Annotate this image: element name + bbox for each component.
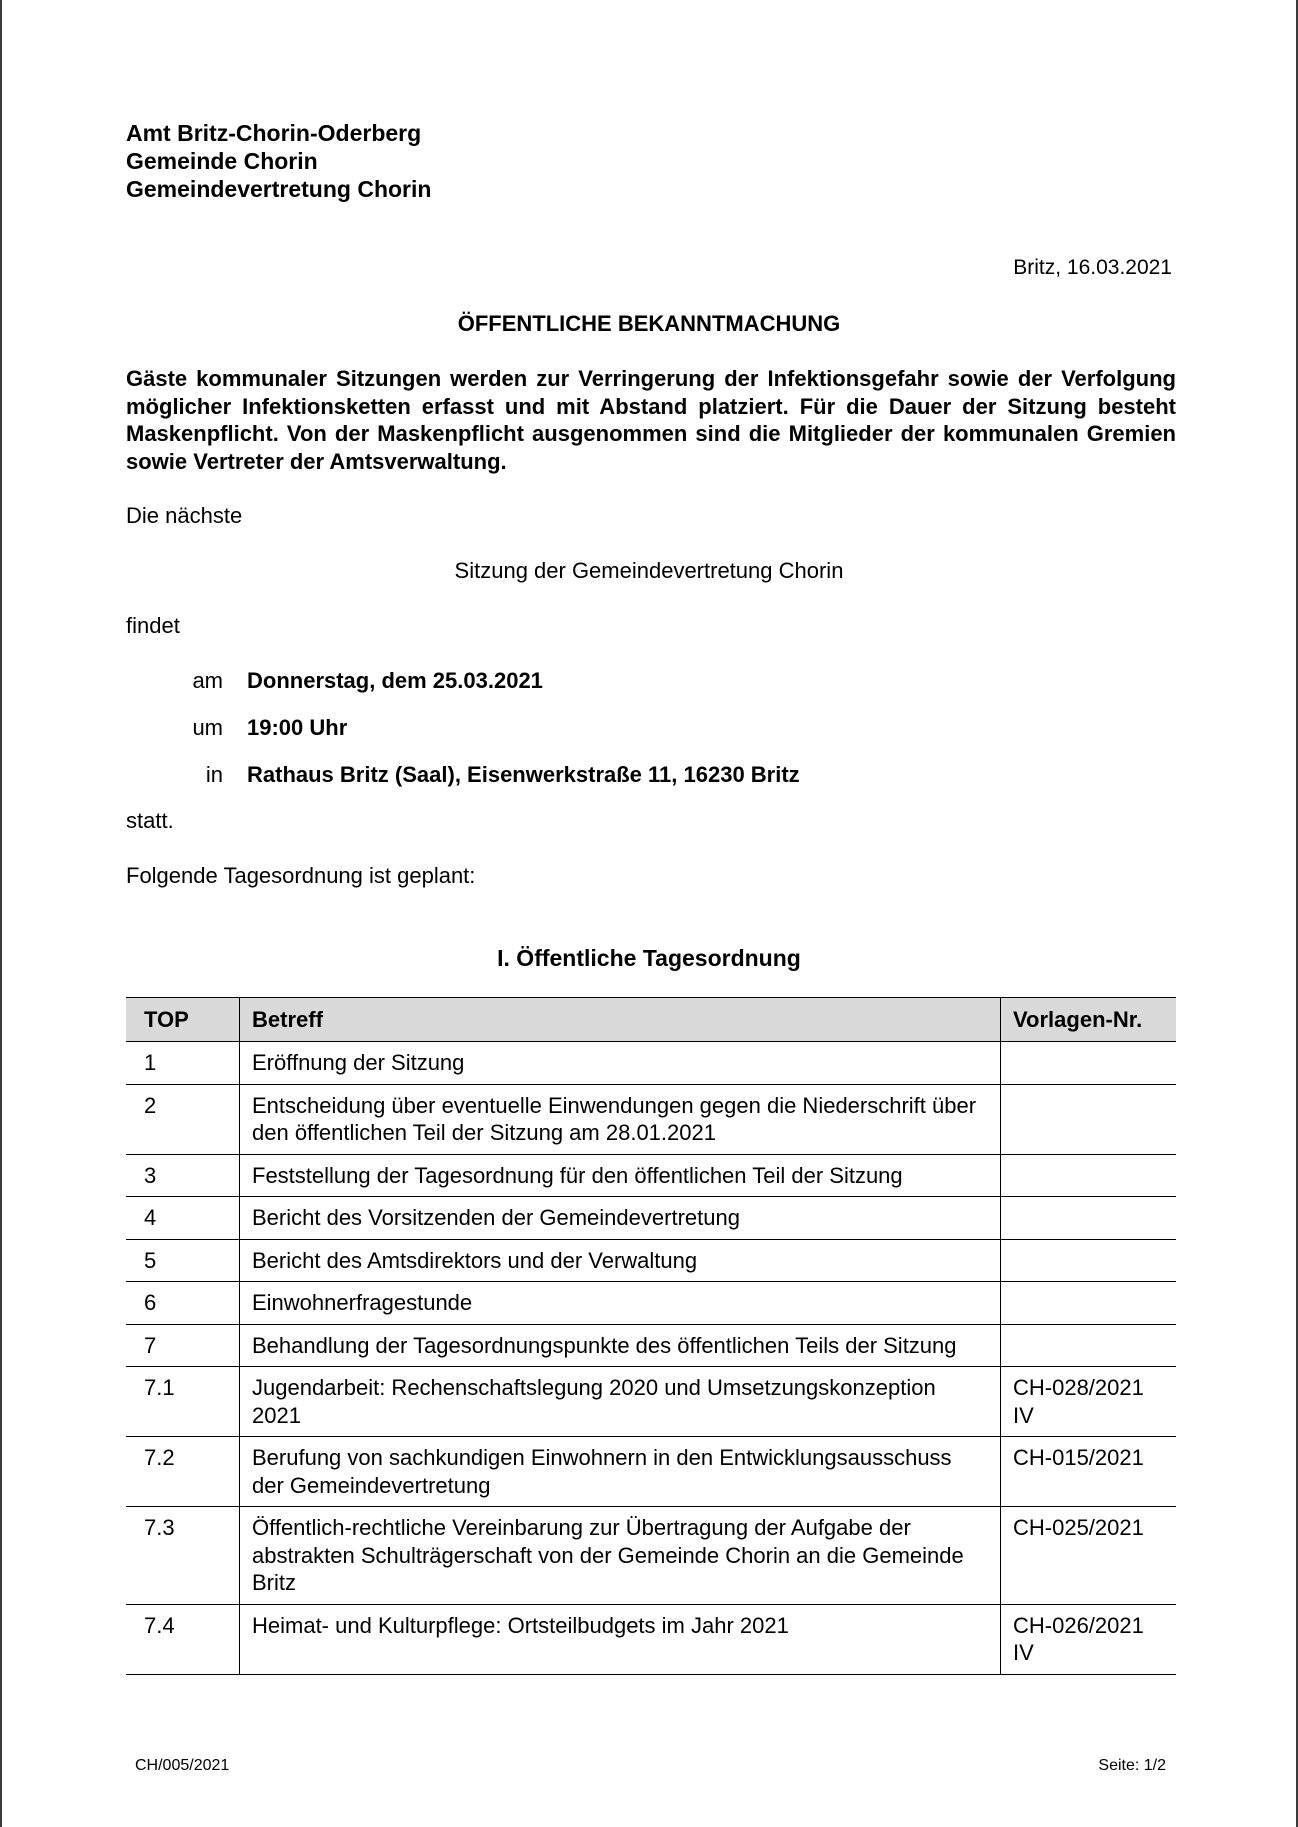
letterhead-office: Amt Britz-Chorin-Oderberg bbox=[126, 120, 422, 146]
reference-number: CH-028/2021 IV bbox=[1001, 1367, 1177, 1437]
top-number: 2 bbox=[126, 1084, 240, 1154]
meeting-name: Sitzung der Gemeindevertretung Chorin bbox=[454, 558, 844, 583]
table-row bbox=[126, 1197, 1176, 1240]
reference-number bbox=[1001, 1197, 1177, 1240]
table-row bbox=[126, 1507, 1176, 1605]
agenda-subject: Jugendarbeit: Rechenschaftslegung 2020 und Umsetzungskonzeption 2021 bbox=[240, 1367, 1001, 1437]
reference-number bbox=[1001, 1154, 1177, 1197]
table-row bbox=[126, 1367, 1176, 1437]
agenda-subject: Einwohnerfragestunde bbox=[240, 1282, 1001, 1325]
reference-number bbox=[1001, 1042, 1177, 1085]
column-header-top: TOP bbox=[126, 998, 240, 1042]
top-number: 1 bbox=[126, 1042, 240, 1085]
agenda-subject: Feststellung der Tagesordnung für den öffentlichen Teil der Sitzung bbox=[240, 1154, 1001, 1197]
top-number: 3 bbox=[126, 1154, 240, 1197]
agenda-subject: Behandlung der Tagesordnungspunkte des öffentlichen Teils der Sitzung bbox=[240, 1324, 1001, 1367]
table-row bbox=[126, 1324, 1176, 1367]
reference-number bbox=[1001, 1239, 1177, 1282]
agenda-subject: Öffentlich-rechtliche Vereinbarung zur Übertragung der Aufgabe der abstrakten Schulträgerschaft von der Gemeinde Chorin an die Gemeinde Britz bbox=[240, 1507, 1001, 1605]
section-title: I. Öffentliche Tagesordnung bbox=[497, 945, 801, 971]
top-number: 7.3 bbox=[126, 1507, 240, 1605]
meeting-time-value: 19:00 Uhr bbox=[247, 715, 348, 740]
meeting-place-value: Rathaus Britz (Saal), Eisenwerkstraße 11, 16230 Britz bbox=[247, 762, 800, 787]
meeting-date-value: Donnerstag, dem 25.03.2021 bbox=[247, 668, 543, 693]
document-date: Britz, 16.03.2021 bbox=[1013, 256, 1172, 279]
table-row bbox=[126, 1282, 1176, 1325]
table-row bbox=[126, 1154, 1176, 1197]
letterhead-municipality: Gemeinde Chorin bbox=[126, 148, 318, 174]
document-number: CH/005/2021 bbox=[135, 1757, 230, 1774]
agenda-subject: Bericht des Amtsdirektors und der Verwaltung bbox=[240, 1239, 1001, 1282]
agenda-intro: Folgende Tagesordnung ist geplant: bbox=[126, 863, 476, 888]
agenda-header-row bbox=[126, 998, 1176, 1042]
top-number: 6 bbox=[126, 1282, 240, 1325]
agenda-subject: Berufung von sachkundigen Einwohnern in den Entwicklungsausschuss der Gemeindevertretung bbox=[240, 1437, 1001, 1507]
letterhead bbox=[126, 119, 431, 203]
reference-number: CH-025/2021 bbox=[1001, 1507, 1177, 1605]
agenda-subject: Eröffnung der Sitzung bbox=[240, 1042, 1001, 1085]
meeting-place-label: in bbox=[205, 762, 223, 787]
table-row bbox=[126, 1084, 1176, 1154]
statt-text: statt. bbox=[126, 808, 174, 833]
page-number: Seite: 1/2 bbox=[1098, 1757, 1166, 1774]
agenda-subject: Entscheidung über eventuelle Einwendungen gegen die Niederschrift über den öffentlichen Teil der Sitzung am 28.01.2021 bbox=[240, 1084, 1001, 1154]
top-number: 7.2 bbox=[126, 1437, 240, 1507]
intro-text: Die nächste bbox=[126, 503, 243, 528]
meeting-date-label: am bbox=[192, 668, 223, 693]
top-number: 5 bbox=[126, 1239, 240, 1282]
column-header-ref: Vorlagen-Nr. bbox=[1001, 998, 1177, 1042]
reference-number: CH-026/2021 IV bbox=[1001, 1604, 1177, 1674]
table-row bbox=[126, 1604, 1176, 1674]
covid-notice: Gäste kommunaler Sitzungen werden zur Verringerung der Infektionsgefahr sowie der Verfolgung möglicher Infektionsketten erfasst und mit Abstand platziert. Für die Dauer der Sitzung besteht Maskenpflicht. Von der Maskenpflicht ausgenommen sind die Mitglieder der kommunalen Gremien sowie Vertreter der Amtsverwaltung. bbox=[126, 366, 1176, 474]
reference-number bbox=[1001, 1324, 1177, 1367]
reference-number bbox=[1001, 1282, 1177, 1325]
table-row bbox=[126, 1042, 1176, 1085]
column-header-subject: Betreff bbox=[240, 998, 1001, 1042]
top-number: 4 bbox=[126, 1197, 240, 1240]
table-row bbox=[126, 1239, 1176, 1282]
agenda-table bbox=[126, 997, 1176, 1675]
top-number: 7.1 bbox=[126, 1367, 240, 1437]
agenda-subject: Bericht des Vorsitzenden der Gemeindevertretung bbox=[240, 1197, 1001, 1240]
findet-text: findet bbox=[126, 613, 180, 638]
document-title: ÖFFENTLICHE BEKANNTMACHUNG bbox=[457, 311, 841, 336]
top-number: 7.4 bbox=[126, 1604, 240, 1674]
reference-number bbox=[1001, 1084, 1177, 1154]
agenda-subject: Heimat- und Kulturpflege: Ortsteilbudgets im Jahr 2021 bbox=[240, 1604, 1001, 1674]
meeting-time-label: um bbox=[192, 715, 223, 740]
table-row bbox=[126, 1437, 1176, 1507]
top-number: 7 bbox=[126, 1324, 240, 1367]
reference-number: CH-015/2021 bbox=[1001, 1437, 1177, 1507]
letterhead-council: Gemeindevertretung Chorin bbox=[126, 176, 432, 202]
